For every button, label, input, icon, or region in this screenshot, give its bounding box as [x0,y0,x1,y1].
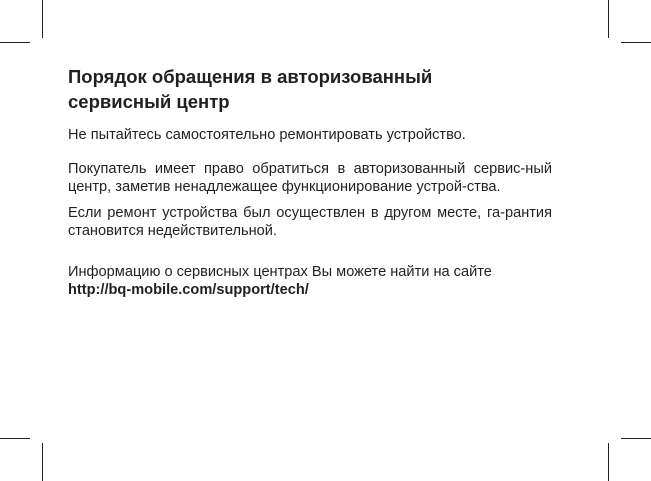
paragraph-warranty: Если ремонт устройства был осуществлен в другом месте, га-рантия становится недействительной. [68,204,552,239]
crop-mark-bottom-right-horizontal [621,438,651,439]
service-info-text: Информацию о сервисных центрах Вы можете найти на сайте [68,263,492,280]
paragraph-warning: Не пытайтесь самостоятельно ремонтировать устройство. [68,127,466,143]
crop-mark-top-left-horizontal [0,42,30,43]
crop-mark-top-right-horizontal [621,42,651,43]
crop-mark-top-left-vertical [42,0,43,38]
crop-mark-bottom-left-vertical [42,443,43,481]
support-url-link[interactable]: http://bq-mobile.com/support/tech/ [68,282,309,298]
paragraph-service-info [68,263,552,300]
paragraph-service-right: Покупатель имеет право обратиться в авторизованный сервис-ный центр, заметив ненадлежащее функционирование устрой-ства. [68,160,552,195]
page-title-line-2: сервисный центр [68,91,230,112]
crop-mark-bottom-left-horizontal [0,438,30,439]
crop-mark-top-right-vertical [608,0,609,38]
crop-mark-bottom-right-vertical [608,443,609,481]
page-content [68,64,552,300]
page-title-line-1: Порядок обращения в авторизованный [68,66,433,87]
page-title [68,64,552,114]
